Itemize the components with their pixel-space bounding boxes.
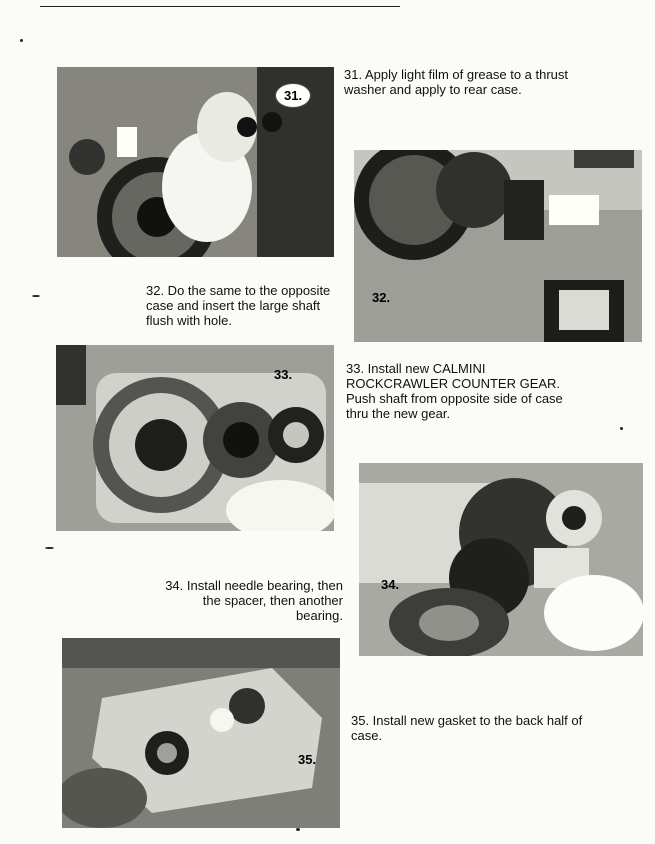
scan-top-edge (40, 6, 400, 7)
scan-speck (45, 547, 54, 549)
photo-33-art (56, 345, 334, 531)
photo-step-33 (56, 345, 334, 531)
step-34-caption: 34. Install needle bearing, then the spacer, then another bearing. (165, 578, 343, 623)
scan-speck (620, 427, 623, 430)
scan-speck (32, 295, 40, 297)
step-31-caption: 31. Apply light film of grease to a thrust washer and apply to rear case. (344, 67, 569, 97)
step-33-caption: 33. Install new CALMINI ROCKCRAWLER COUNTER GEAR. Push shaft from opposite side of case thru the new gear. (346, 361, 563, 421)
photo-step-34 (359, 463, 643, 656)
photo-step-31 (57, 67, 334, 257)
step-34-badge: 34. (381, 577, 400, 592)
step-32-badge: 32. (372, 290, 391, 305)
photo-34-art (359, 463, 643, 656)
step-32-caption: 32. Do the same to the opposite case and insert the large shaft flush with hole. (146, 283, 331, 328)
step-35-badge: 35. (298, 752, 317, 767)
scan-speck (20, 39, 23, 42)
step-33-badge: 33. (274, 367, 293, 382)
step-31-badge: 31. (275, 83, 311, 108)
photo-step-32 (354, 150, 642, 342)
scan-speck (296, 828, 300, 831)
photo-35-art (62, 638, 340, 828)
step-35-caption: 35. Install new gasket to the back half of case. (351, 713, 583, 743)
photo-step-35 (62, 638, 340, 828)
photo-32-art (354, 150, 642, 342)
